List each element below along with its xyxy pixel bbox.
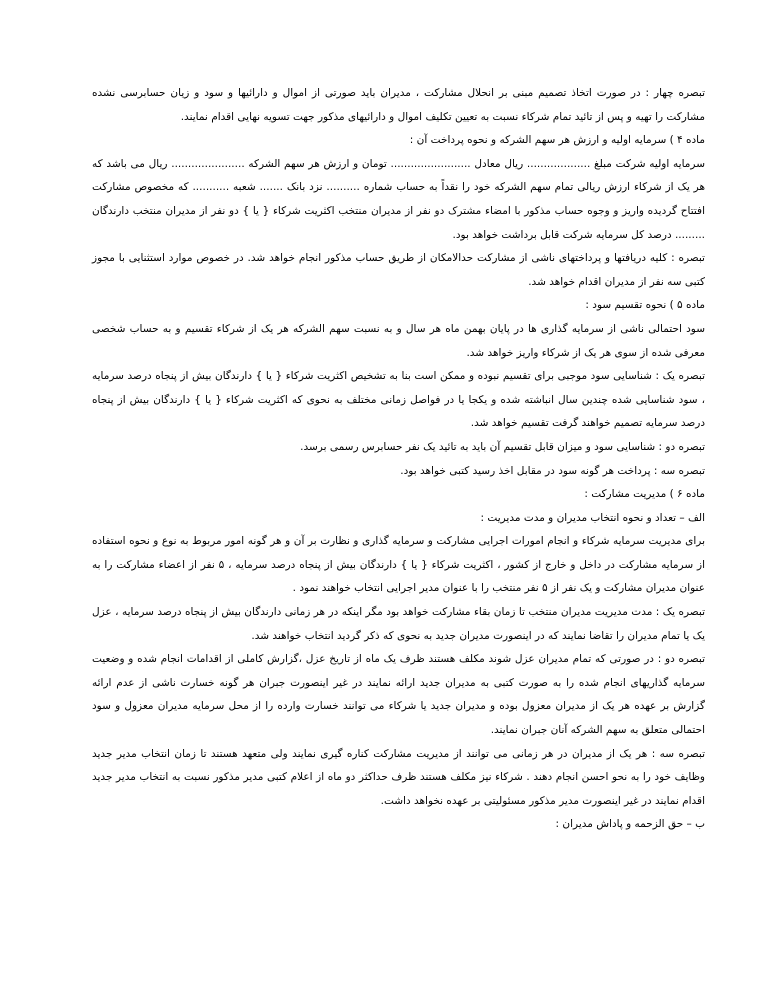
article-6-section-b-heading: ب – حق الزحمه و پاداش مدیران : [555,818,705,831]
article-5-note-one: تبصره یک : شناسایی سود موجبی برای تقسیم نبوده و ممکن است بنا به تشخیص اکثریت شرکاء { یا } دارندگان بیش از پنجاه درصد سرمایه ، سود شناسایی شده چندین سال انباشته شده و یکجا یا در فواصل زمانی مختلف به نحوی که اکثریت شرکاء { یا } دارندگان بیش از پنجاه درصد سرمایه تصمیم خواهند گرفت تقسیم خواهد شد. [92,370,705,430]
article-5-profit: سود احتمالی ناشی از سرمایه گذاری ها در پایان بهمن ماه هر سال و به نسبت سهم الشرکه هر یک از شرکاء تقسیم و به حساب شخصی معرفی شده از سوی هر یک از شرکاء واریز خواهد شد. [92,322,705,359]
article-5-note-two: تبصره دو : شناسایی سود و میزان قابل تقسیم آن باید به تائید یک نفر حسابرس رسمی برسد. [300,440,705,453]
article-6-note-three: تبصره سه : هر یک از مدیران در هر زمانی می توانند از مدیریت مشارکت کناره گیری نمایند ولی متعهد هستند تا زمان انتخاب مدیر جدید وظایف خود را به نحو احسن انجام دهند . شرکاء نیز مکلف هستند ظرف حداکثر دو ماه از اعلام کتبی مدیر مذکور نسبت به انتخاب مدیر جدید اقدام نمایند در غیر اینصورت مدیر مذکور مسئولیتی بر عهده نخواهد داشت. [92,747,705,807]
article-6-section-a-heading: الف – تعداد و نحوه انتخاب مدیران و مدت مدیریت : [480,511,705,524]
article-6-note-one: تبصره یک : مدت مدیریت مدیران منتخب تا زمان بقاء مشارکت خواهد بود مگر اینکه در هر زمانی دارندگان بیش از پنجاه درصد سرمایه ، عزل یک یا تمام مدیران را تقاضا نمایند که در اینصورت مدیران جدید به نحوی که ذکر گردید انتخاب خواهند شد. [92,606,705,642]
article-4-capital: سرمایه اولیه شرکت مبلغ ................... ریال معادل ........................ تومان و ارزش هر سهم الشرکه ...................... ریال می باشد که هر یک از شرکاء ارزش ریالی تمام سهم الشرکه خود را نقداً به حساب شماره .......... نزد بانک ....... شعبه ........... که مخصوص مشارکت افتتاح گردیده واریز و وجوه حساب مذکور با امضاء مشترک دو نفر از مدیران منتخب اکثریت شرکاء { یا } دو نفر از مدیران منتخب دارندگان ......... درصد کل سرمایه شرکت قابل برداشت خواهد بود. [92,157,705,241]
article-4-heading: ماده ۴ ) سرمایه اولیه و ارزش هر سهم الشرکه و نحوه پرداخت آن : [409,134,705,147]
note-four-dissolution: تبصره چهار : در صورت اتخاذ تصمیم مبنی بر انحلال مشارکت ، مدیران باید صورتی از اموال و دارائیها و سود و زیان حسابرسی نشده مشارکت را تهیه و پس از تائید تمام شرکاء نسبت به تعیین تکلیف اموال و دارائیهای مذکور جهت تسویه نهایی اقدام نمایند. [92,87,705,123]
article-6-management: برای مدیریت سرمایه شرکاء و انجام امورات اجرایی مشارکت و سرمایه گذاری و نظارت بر آن و هر گونه امور مربوط به نوع و نحوه استفاده از سرمایه مشارکت در داخل و خارج از کشور ، اکثریت شرکاء { یا } دارندگان بیش از پنجاه درصد سرمایه ، ۵ نفر از اعضاء مشارکت را به عنوان مدیران مشارکت و یک نفر از ۵ نفر منتخب را با عنوان مدیر اجرایی انتخاب خواهند نمود . [92,535,705,595]
article-5-heading: ماده ۵ ) نحوه تقسیم سود : [585,299,705,312]
article-4-note: تبصره : کلیه دریافتها و پرداختهای ناشی از مشارکت حدالامکان از طریق حساب مذکور انجام خواهد شد. در خصوص موارد استثنایی با مجوز کتبی سه نفر از مدیران اقدام خواهد شد. [92,252,705,288]
article-5-note-three: تبصره سه : پرداخت هر گونه سود در مقابل اخذ رسید کتبی خواهد بود. [400,464,705,477]
article-6-heading: ماده ۶ ) مدیریت مشارکت : [584,488,705,501]
article-6-note-two: تبصره دو : در صورتی که تمام مدیران عزل شوند مکلف هستند ظرف یک ماه از تاریخ عزل ،گزارش کاملی از اقدامات انجام شده و وضعیت سرمایه گذاریهای انجام شده را به صورت کتبی به مدیران جدید ارائه نمایند در غیر اینصورت جبران هر گونه خسارت ناشی از عدم ارائه گزارش بر عهده هر یک از مدیران معزول بوده و مدیران جدید یا شرکاء می توانند خسارت وارده را از محل سرمایه مدیران معزول و سود احتمالی متعلق به سهم الشرکه آنان جبران نمایند. [92,653,705,737]
document-page [92,82,705,837]
